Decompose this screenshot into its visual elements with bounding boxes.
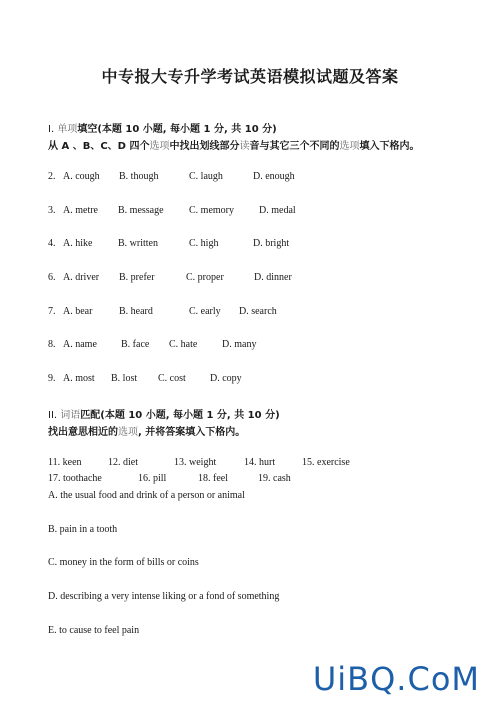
word-item: 12. diet xyxy=(108,457,138,468)
option-b: B. written xyxy=(118,238,158,249)
instruction-text: 选项 xyxy=(339,141,360,152)
section2-number: II. xyxy=(48,410,58,421)
option-b: B. prefer xyxy=(119,272,155,283)
word-item: 11. keen xyxy=(48,457,82,468)
instruction-text: 读 xyxy=(239,141,250,152)
section1-number: I. xyxy=(48,124,55,135)
option-d: D. dinner xyxy=(254,272,292,283)
question-4 xyxy=(48,238,289,249)
question-number: 9. xyxy=(48,373,56,384)
question-9 xyxy=(48,373,242,384)
section2-instruction xyxy=(48,423,245,438)
word-item: 15. exercise xyxy=(302,457,350,468)
option-c: C. memory xyxy=(189,205,234,216)
option-b: B. though xyxy=(119,171,159,182)
option-b: B. face xyxy=(121,339,150,350)
word-row-2 xyxy=(48,473,291,484)
option-a: A. driver xyxy=(63,272,100,283)
word-item: 13. weight xyxy=(174,457,217,468)
section1-header xyxy=(48,120,277,135)
instruction-text: 从 A 、B、C、D 四个 xyxy=(48,141,150,152)
option-c: C. laugh xyxy=(189,171,223,182)
definition-a: A. the usual food and drink of a person or animal xyxy=(48,490,245,501)
definition-b: B. pain in a tooth xyxy=(48,524,118,535)
section1-label: 单项 xyxy=(57,124,78,135)
option-a: A. most xyxy=(63,373,95,384)
option-d: D. enough xyxy=(253,171,295,182)
question-6 xyxy=(48,272,292,283)
option-d: D. copy xyxy=(210,373,242,384)
question-3 xyxy=(48,205,296,216)
question-number: 8. xyxy=(48,339,56,350)
section2-header xyxy=(48,406,280,421)
option-c: C. proper xyxy=(186,272,224,283)
question-2 xyxy=(48,171,295,182)
definition-c: C. money in the form of bills or coins xyxy=(48,557,199,568)
option-c: C. early xyxy=(189,306,221,317)
word-item: 16. pill xyxy=(138,473,167,484)
option-c: C. hate xyxy=(169,339,198,350)
option-a: A. name xyxy=(63,339,97,350)
option-d: D. bright xyxy=(253,238,290,249)
question-number: 3. xyxy=(48,205,56,216)
option-a: A. bear xyxy=(63,306,93,317)
question-number: 6. xyxy=(48,272,56,283)
definition-d: D. describing a very intense liking or a fond of something xyxy=(48,591,280,602)
section2-score: (本题 10 小题, 每小题 1 分, 共 10 分) xyxy=(100,410,280,421)
option-c: C. cost xyxy=(158,373,186,384)
option-b: B. heard xyxy=(119,306,153,317)
section2-label: 词语 xyxy=(60,410,81,421)
instruction-text: , 并将答案填入下格内。 xyxy=(138,427,246,438)
section1-instruction xyxy=(48,137,419,152)
option-d: D. many xyxy=(222,339,257,350)
instruction-text: 音与其它三个不同的 xyxy=(249,141,340,152)
word-item: 17. toothache xyxy=(48,473,102,484)
option-a: A. metre xyxy=(63,205,98,216)
question-8 xyxy=(48,339,256,350)
site-watermark: UiBQ.CoM xyxy=(312,660,480,698)
question-number: 7. xyxy=(48,306,56,317)
option-b: B. message xyxy=(118,205,164,216)
word-item: 14. hurt xyxy=(244,457,276,468)
option-c: C. high xyxy=(189,238,219,249)
question-7 xyxy=(48,306,277,317)
option-b: B. lost xyxy=(111,373,138,384)
option-d: D. medal xyxy=(259,205,296,216)
definition-e: E. to cause to feel pain xyxy=(48,625,140,636)
word-row-1 xyxy=(48,457,350,468)
word-item: 19. cash xyxy=(258,473,291,484)
word-item: 18. feel xyxy=(198,473,228,484)
instruction-text: 找出意思相近的 xyxy=(48,427,118,438)
option-d: D. search xyxy=(239,306,277,317)
instruction-text: 填入下格内。 xyxy=(359,141,420,152)
section2-label-b: 匹配 xyxy=(80,410,101,421)
section1-score: (本题 10 小题, 每小题 1 分, 共 10 分) xyxy=(97,124,277,135)
page-title: 中专报大专升学考试英语模拟试题及答案 xyxy=(101,67,399,86)
section1-label-b: 填空 xyxy=(77,124,98,135)
option-a: A. hike xyxy=(63,238,93,249)
instruction-text: 选项 xyxy=(149,141,170,152)
instruction-text: 中找出划线部分 xyxy=(169,141,240,152)
question-number: 4. xyxy=(48,238,56,249)
question-number: 2. xyxy=(48,171,56,182)
option-a: A. cough xyxy=(63,171,100,182)
instruction-text: 选项 xyxy=(118,427,138,438)
